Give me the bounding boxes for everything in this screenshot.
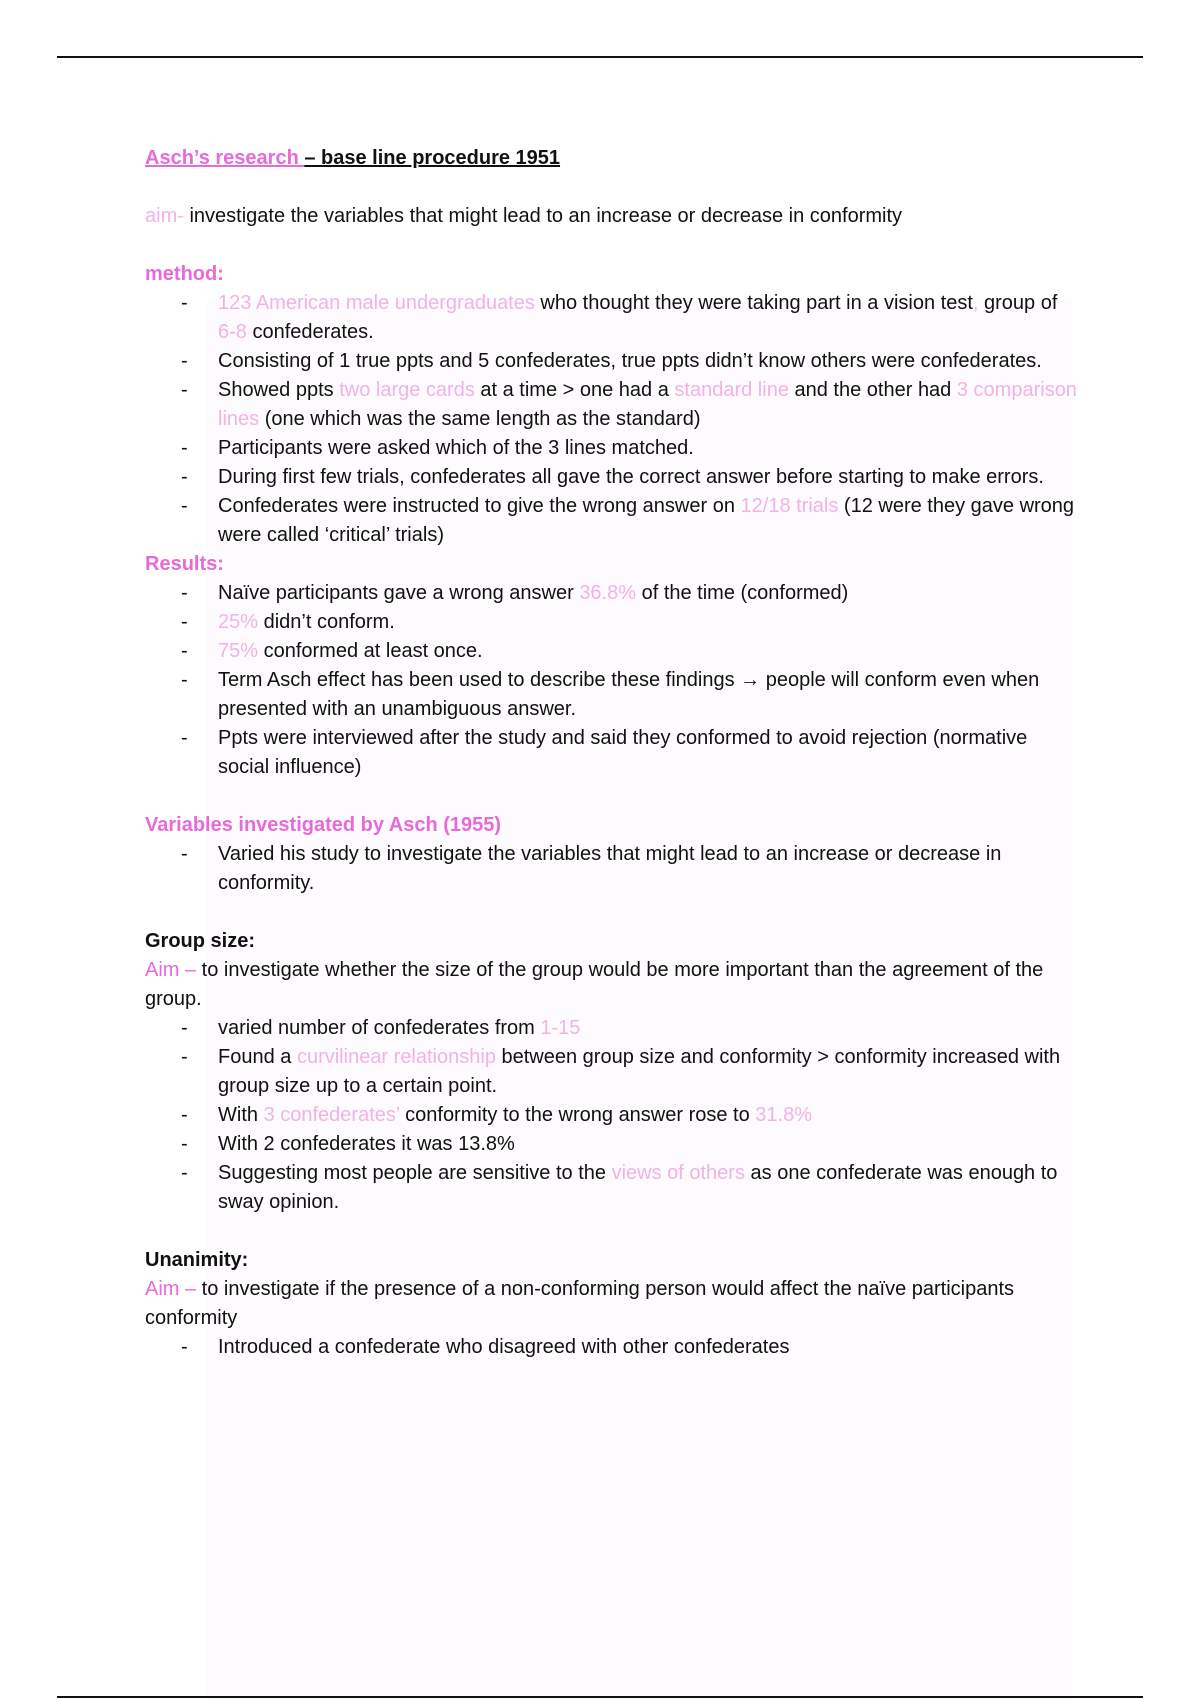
document-body (145, 144, 1080, 1362)
list-item: - Found a curvilinear relationship between group size and conformity > conformity increased with group size up to a certain point. (218, 1043, 1080, 1101)
list-item: - Ppts were interviewed after the study and said they conformed to avoid rejection (normative social influence) (218, 724, 1080, 782)
list-item: - With 3 confederates’ conformity to the wrong answer rose to 31.8% (218, 1101, 1080, 1130)
list-item: - With 2 confederates it was 13.8% (218, 1130, 1080, 1159)
list-item: - Showed ppts two large cards at a time > one had a standard line and the other had 3 comparison lines (one which was the same length as the standard) (218, 376, 1080, 434)
group-size-aim: Aim – to investigate whether the size of the group would be more important than the agreement of the group. (145, 959, 1044, 1010)
list-item: - Varied his study to investigate the variables that might lead to an increase or decrease in conformity. (218, 840, 1080, 898)
group-size-list (145, 1014, 1080, 1217)
list-item: - 75% conformed at least once. (218, 637, 1080, 666)
unanimity-heading: Unanimity: (145, 1249, 249, 1271)
method-heading: method: (145, 263, 224, 285)
list-item: - During first few trials, confederates all gave the correct answer before starting to make errors. (218, 463, 1080, 492)
list-item: - varied number of confederates from 1-15 (218, 1014, 1080, 1043)
aim-line: aim- investigate the variables that might lead to an increase or decrease in conformity (145, 205, 903, 227)
list-item: - 25% didn’t conform. (218, 608, 1080, 637)
unanimity-list (145, 1333, 1080, 1362)
list-item: - Suggesting most people are sensitive to the views of others as one confederate was enough to sway opinion. (218, 1159, 1080, 1217)
list-item: - Participants were asked which of the 3 lines matched. (218, 434, 1080, 463)
group-size-heading: Group size: (145, 930, 256, 952)
results-heading: Results: (145, 553, 224, 575)
top-rule (57, 56, 1143, 58)
list-item: - 123 American male undergraduates who thought they were taking part in a vision test, group of 6-8 confederates. (218, 289, 1080, 347)
list-item: - Term Asch effect has been used to describe these findings → people will conform even when presented with an unambiguous answer. (218, 666, 1080, 724)
method-list (145, 289, 1080, 550)
list-item: - Introduced a confederate who disagreed with other confederates (218, 1333, 1080, 1362)
unanimity-aim: Aim – to investigate if the presence of a non-conforming person would affect the naïve participants conformity (145, 1278, 1015, 1329)
bottom-rule (57, 1696, 1143, 1698)
list-item: - Consisting of 1 true ppts and 5 confederates, true ppts didn’t know others were confederates. (218, 347, 1080, 376)
variables-heading: Variables investigated by Asch (1955) (145, 814, 502, 836)
list-item: - Confederates were instructed to give the wrong answer on 12/18 trials (12 were they gave wrong were called ‘critical’ trials) (218, 492, 1080, 550)
results-list (145, 579, 1080, 782)
page-title: Asch’s research – base line procedure 1951 (145, 147, 561, 169)
list-item: - Naïve participants gave a wrong answer 36.8% of the time (conformed) (218, 579, 1080, 608)
variables-list (145, 840, 1080, 898)
